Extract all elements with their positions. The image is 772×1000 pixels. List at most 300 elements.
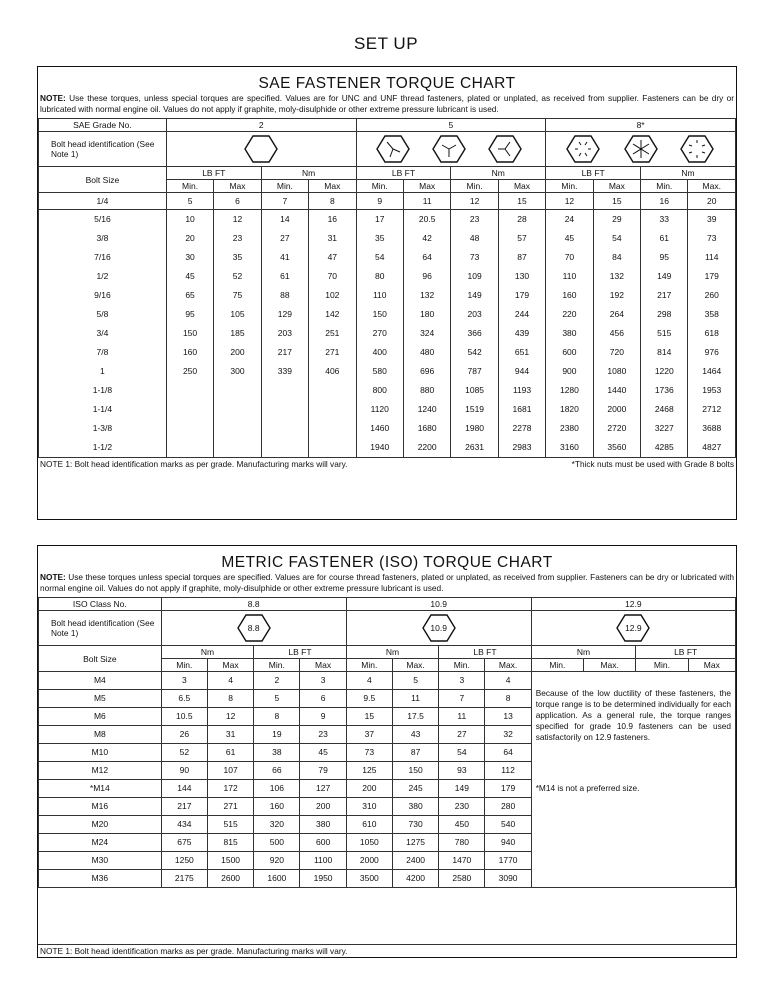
- torque-value-cell: 114: [688, 248, 736, 267]
- torque-value-cell: 16: [309, 210, 356, 230]
- torque-value-cell: 2278: [498, 419, 545, 438]
- bolt-size-cell: 5/16: [39, 210, 167, 230]
- torque-value-cell: 48: [451, 229, 498, 248]
- torque-value-cell: 70: [546, 248, 593, 267]
- torque-value-cell: 2631: [451, 438, 498, 457]
- torque-value-cell: 1240: [403, 400, 450, 419]
- torque-value-cell: 73: [346, 744, 392, 762]
- torque-value-cell: 730: [392, 816, 438, 834]
- torque-value-cell: 129: [261, 305, 308, 324]
- torque-value-cell: 2000: [346, 852, 392, 870]
- torque-value-cell: 1220: [641, 362, 688, 381]
- torque-value-cell: 95: [641, 248, 688, 267]
- bolt-size-cell: M10: [39, 744, 162, 762]
- torque-value-cell: 250: [166, 362, 213, 381]
- torque-value-cell: 1193: [498, 381, 545, 400]
- torque-value-cell: 54: [439, 744, 485, 762]
- sae-footnote-thick-nuts: *Thick nuts must be used with Grade 8 bolts: [571, 459, 734, 469]
- iso-88-nm: Nm: [161, 646, 254, 659]
- torque-value-cell: 11: [439, 708, 485, 726]
- torque-value-cell: 179: [485, 780, 531, 798]
- torque-value-cell: 87: [392, 744, 438, 762]
- torque-value-cell: 14: [261, 210, 308, 230]
- iso-109-lbft: LB FT: [439, 646, 532, 659]
- torque-value-cell: 944: [498, 362, 545, 381]
- torque-value-cell: 12: [207, 708, 253, 726]
- torque-value-cell: 8: [254, 708, 300, 726]
- iso-min: Min.: [161, 659, 207, 672]
- iso-bolt-size-label: Bolt Size: [39, 646, 162, 672]
- torque-value-cell: 20.5: [403, 210, 450, 230]
- torque-value-cell: 1050: [346, 834, 392, 852]
- torque-value-cell: 880: [403, 381, 450, 400]
- iso-class-12-9: 12.9: [531, 598, 735, 611]
- m14-note: *M14 is not a preferred size.: [535, 783, 640, 793]
- sae-max: Max.: [688, 180, 736, 193]
- torque-value-cell: 112: [485, 762, 531, 780]
- torque-value-cell: 150: [392, 762, 438, 780]
- sae-min: Min.: [356, 180, 403, 193]
- sae-footnotes: [38, 457, 736, 470]
- torque-value-cell: 320: [254, 816, 300, 834]
- torque-value-cell: 42: [403, 229, 450, 248]
- torque-value-cell: 179: [688, 267, 736, 286]
- iso-max: Max.: [392, 659, 438, 672]
- torque-value-cell: 217: [641, 286, 688, 305]
- torque-value-cell: 4: [485, 672, 531, 690]
- torque-value-cell: 8: [485, 690, 531, 708]
- torque-value-cell: [214, 400, 261, 419]
- torque-value-cell: 35: [214, 248, 261, 267]
- torque-value-cell: 7: [261, 193, 308, 210]
- sae-max: Max: [403, 180, 450, 193]
- iso-max: Max: [207, 659, 253, 672]
- torque-value-cell: 2200: [403, 438, 450, 457]
- torque-value-cell: [214, 419, 261, 438]
- torque-value-cell: 30: [166, 248, 213, 267]
- sae-header-table: [38, 118, 736, 193]
- torque-value-cell: 4: [346, 672, 392, 690]
- iso-109-nm: Nm: [346, 646, 439, 659]
- torque-value-cell: 185: [214, 324, 261, 343]
- sae-grade-5: 5: [356, 119, 546, 132]
- iso-8-8-hex-icon: [161, 611, 346, 646]
- torque-value-cell: 540: [485, 816, 531, 834]
- iso-12-9-side-note: [531, 672, 735, 888]
- bolt-size-cell: 3/4: [39, 324, 167, 343]
- sae-min: Min.: [546, 180, 593, 193]
- iso-12-9-hex-label: 12.9: [625, 623, 642, 633]
- torque-value-cell: 43: [392, 726, 438, 744]
- torque-value-cell: 13: [485, 708, 531, 726]
- iso-8-8-hex-label: 8.8: [247, 623, 260, 633]
- torque-value-cell: 3560: [593, 438, 640, 457]
- iso-class-10-9: 10.9: [346, 598, 531, 611]
- iso-torque-chart: [37, 545, 737, 958]
- table-row: [39, 286, 736, 305]
- torque-value-cell: 1519: [451, 400, 498, 419]
- torque-value-cell: [261, 400, 308, 419]
- torque-value-cell: 1464: [688, 362, 736, 381]
- torque-value-cell: 24: [546, 210, 593, 230]
- torque-value-cell: 52: [214, 267, 261, 286]
- torque-value-cell: 11: [392, 690, 438, 708]
- torque-value-cell: 920: [254, 852, 300, 870]
- torque-value-cell: 324: [403, 324, 450, 343]
- sae-bolt-size-label: Bolt Size: [39, 167, 167, 193]
- torque-value-cell: 6.5: [161, 690, 207, 708]
- torque-value-cell: 88: [261, 286, 308, 305]
- iso-note: [38, 572, 736, 594]
- torque-value-cell: 107: [207, 762, 253, 780]
- page-title: SET UP: [353, 34, 419, 53]
- table-row: [39, 193, 736, 210]
- torque-value-cell: 298: [641, 305, 688, 324]
- torque-value-cell: [309, 381, 356, 400]
- bolt-size-cell: 1/2: [39, 267, 167, 286]
- torque-value-cell: 12: [451, 193, 498, 210]
- torque-value-cell: 300: [214, 362, 261, 381]
- torque-value-cell: 406: [309, 362, 356, 381]
- table-row: [39, 305, 736, 324]
- bolt-size-cell: 7/16: [39, 248, 167, 267]
- torque-value-cell: 142: [309, 305, 356, 324]
- torque-value-cell: 23: [300, 726, 346, 744]
- torque-value-cell: 203: [451, 305, 498, 324]
- torque-value-cell: 150: [356, 305, 403, 324]
- torque-value-cell: 1736: [641, 381, 688, 400]
- torque-value-cell: 1680: [403, 419, 450, 438]
- torque-value-cell: 7: [439, 690, 485, 708]
- sae-g2-nm: Nm: [261, 167, 356, 180]
- torque-value-cell: 480: [403, 343, 450, 362]
- torque-value-cell: 270: [356, 324, 403, 343]
- torque-value-cell: 271: [309, 343, 356, 362]
- iso-min: Min.: [531, 659, 583, 672]
- torque-value-cell: 12: [214, 210, 261, 230]
- torque-value-cell: 95: [166, 305, 213, 324]
- torque-value-cell: 31: [207, 726, 253, 744]
- table-row: [39, 362, 736, 381]
- sae-torque-chart: [37, 66, 737, 520]
- torque-value-cell: [261, 419, 308, 438]
- torque-value-cell: [261, 381, 308, 400]
- torque-value-cell: 144: [161, 780, 207, 798]
- sae-max: Max: [214, 180, 261, 193]
- sae-min: Min.: [451, 180, 498, 193]
- table-row: [39, 419, 736, 438]
- torque-value-cell: 160: [166, 343, 213, 362]
- torque-value-cell: 1470: [439, 852, 485, 870]
- iso-10-9-hex-label: 10.9: [430, 623, 447, 633]
- torque-value-cell: 130: [498, 267, 545, 286]
- torque-value-cell: 366: [451, 324, 498, 343]
- torque-value-cell: 380: [392, 798, 438, 816]
- torque-value-cell: 149: [451, 286, 498, 305]
- torque-value-cell: [214, 381, 261, 400]
- torque-value-cell: 515: [207, 816, 253, 834]
- torque-value-cell: 57: [498, 229, 545, 248]
- torque-value-cell: 600: [300, 834, 346, 852]
- torque-value-cell: 32: [485, 726, 531, 744]
- iso-bolt-head-label: Bolt head identification (See Note 1): [39, 611, 162, 646]
- torque-value-cell: 800: [356, 381, 403, 400]
- torque-value-cell: 264: [593, 305, 640, 324]
- torque-value-cell: 39: [688, 210, 736, 230]
- sae-min: Min.: [166, 180, 213, 193]
- torque-value-cell: 2: [254, 672, 300, 690]
- bolt-size-cell: M6: [39, 708, 162, 726]
- sae-g8-lbft: LB FT: [546, 167, 641, 180]
- sae-note-label: NOTE:: [40, 93, 66, 103]
- iso-10-9-hex-icon: [346, 611, 531, 646]
- sae-g8-nm: Nm: [641, 167, 736, 180]
- torque-value-cell: 90: [161, 762, 207, 780]
- bolt-size-cell: 3/8: [39, 229, 167, 248]
- torque-value-cell: 110: [356, 286, 403, 305]
- torque-value-cell: 10: [166, 210, 213, 230]
- torque-value-cell: 380: [546, 324, 593, 343]
- torque-value-cell: 84: [593, 248, 640, 267]
- torque-value-cell: [214, 438, 261, 457]
- bolt-size-cell: M4: [39, 672, 162, 690]
- table-row: [39, 324, 736, 343]
- torque-value-cell: 70: [309, 267, 356, 286]
- torque-value-cell: 280: [485, 798, 531, 816]
- torque-value-cell: 618: [688, 324, 736, 343]
- sae-min: Min.: [261, 180, 308, 193]
- torque-value-cell: 2380: [546, 419, 593, 438]
- torque-value-cell: 450: [439, 816, 485, 834]
- torque-value-cell: [261, 438, 308, 457]
- torque-value-cell: 65: [166, 286, 213, 305]
- iso-note-text: Use these torques unless special torques are specified. Values are for course thread fasteners, plated or unplated, as received from supplier. Fasteners can be dry or lubricated with normal engine oil. Values do not apply if graphite, moly-disulphide or other extreme pressure lubricant is used.: [40, 572, 734, 593]
- grade-8-hex-icons: [546, 132, 736, 167]
- torque-value-cell: 1770: [485, 852, 531, 870]
- torque-value-cell: 6: [300, 690, 346, 708]
- torque-value-cell: 102: [309, 286, 356, 305]
- torque-value-cell: 2000: [593, 400, 640, 419]
- torque-value-cell: 1275: [392, 834, 438, 852]
- torque-value-cell: 37: [346, 726, 392, 744]
- table-row: [39, 438, 736, 457]
- iso-class-8-8: 8.8: [161, 598, 346, 611]
- torque-value-cell: 203: [261, 324, 308, 343]
- torque-value-cell: 9: [356, 193, 403, 210]
- torque-value-cell: 172: [207, 780, 253, 798]
- torque-value-cell: 260: [688, 286, 736, 305]
- torque-value-cell: 380: [300, 816, 346, 834]
- iso-class-label: ISO Class No.: [39, 598, 162, 611]
- torque-value-cell: 109: [451, 267, 498, 286]
- torque-value-cell: 132: [593, 267, 640, 286]
- iso-min: Min.: [254, 659, 300, 672]
- sae-max: Max: [498, 180, 545, 193]
- torque-value-cell: 160: [254, 798, 300, 816]
- iso-max: Max.: [584, 659, 636, 672]
- torque-value-cell: 9.5: [346, 690, 392, 708]
- torque-value-cell: 217: [261, 343, 308, 362]
- torque-value-cell: [166, 419, 213, 438]
- torque-value-cell: 17.5: [392, 708, 438, 726]
- torque-value-cell: 4: [207, 672, 253, 690]
- torque-value-cell: 9: [300, 708, 346, 726]
- torque-value-cell: 23: [214, 229, 261, 248]
- torque-value-cell: 434: [161, 816, 207, 834]
- torque-value-cell: 5: [166, 193, 213, 210]
- table-row: [39, 672, 736, 690]
- torque-value-cell: 358: [688, 305, 736, 324]
- sae-note-text: Use these torques, unless special torques are specified. Values are for UNC and UNF thread fasteners, plated or unplated, as received from supplier. Fasteners can be dry or lubricated with normal engine oil. Values do not apply if graphite, moly-disulphide or other extreme pressure lubricant is used.: [40, 93, 734, 114]
- torque-value-cell: 52: [161, 744, 207, 762]
- torque-value-cell: 310: [346, 798, 392, 816]
- torque-value-cell: 61: [207, 744, 253, 762]
- sae-data-table: [38, 193, 736, 457]
- torque-value-cell: 2400: [392, 852, 438, 870]
- torque-value-cell: 45: [300, 744, 346, 762]
- iso-max: Max.: [485, 659, 531, 672]
- bolt-size-cell: 1-1/2: [39, 438, 167, 457]
- torque-value-cell: 3: [161, 672, 207, 690]
- iso-12-9-hex-icon: [531, 611, 735, 646]
- torque-value-cell: 2175: [161, 870, 207, 888]
- bolt-size-cell: M8: [39, 726, 162, 744]
- torque-value-cell: 515: [641, 324, 688, 343]
- torque-value-cell: 179: [498, 286, 545, 305]
- torque-value-cell: 54: [593, 229, 640, 248]
- bolt-size-cell: 1/4: [39, 193, 167, 210]
- sae-min: Min.: [641, 180, 688, 193]
- torque-value-cell: 16: [641, 193, 688, 210]
- torque-value-cell: 200: [300, 798, 346, 816]
- bolt-size-cell: M30: [39, 852, 162, 870]
- torque-value-cell: 2712: [688, 400, 736, 419]
- torque-value-cell: 6: [214, 193, 261, 210]
- torque-value-cell: 8: [207, 690, 253, 708]
- table-row: [39, 343, 736, 362]
- bolt-size-cell: 1-3/8: [39, 419, 167, 438]
- torque-value-cell: 93: [439, 762, 485, 780]
- torque-value-cell: 64: [485, 744, 531, 762]
- torque-value-cell: 1980: [451, 419, 498, 438]
- iso-max: Max: [300, 659, 346, 672]
- torque-value-cell: 1820: [546, 400, 593, 419]
- torque-value-cell: 54: [356, 248, 403, 267]
- torque-value-cell: 12: [546, 193, 593, 210]
- torque-value-cell: 651: [498, 343, 545, 362]
- torque-value-cell: 1940: [356, 438, 403, 457]
- torque-value-cell: 200: [214, 343, 261, 362]
- torque-value-cell: 600: [546, 343, 593, 362]
- torque-value-cell: 500: [254, 834, 300, 852]
- sae-g5-nm: Nm: [451, 167, 546, 180]
- table-row: [39, 248, 736, 267]
- torque-value-cell: 192: [593, 286, 640, 305]
- iso-88-lbft: LB FT: [254, 646, 347, 659]
- bolt-size-cell: M20: [39, 816, 162, 834]
- torque-value-cell: 200: [346, 780, 392, 798]
- torque-value-cell: 3227: [641, 419, 688, 438]
- torque-value-cell: 110: [546, 267, 593, 286]
- torque-value-cell: 10.5: [161, 708, 207, 726]
- torque-value-cell: 4285: [641, 438, 688, 457]
- torque-value-cell: [309, 400, 356, 419]
- bolt-size-cell: 9/16: [39, 286, 167, 305]
- torque-value-cell: 3160: [546, 438, 593, 457]
- table-row: [39, 210, 736, 230]
- iso-129-lbft: LB FT: [636, 646, 736, 659]
- bolt-size-cell: M12: [39, 762, 162, 780]
- torque-value-cell: 80: [356, 267, 403, 286]
- torque-value-cell: 1500: [207, 852, 253, 870]
- torque-value-cell: 96: [403, 267, 450, 286]
- sae-chart-title: SAE FASTENER TORQUE CHART: [258, 75, 516, 92]
- torque-value-cell: 61: [641, 229, 688, 248]
- table-row: [39, 381, 736, 400]
- torque-value-cell: 814: [641, 343, 688, 362]
- torque-value-cell: 1085: [451, 381, 498, 400]
- torque-value-cell: 20: [166, 229, 213, 248]
- iso-footnotes: [38, 944, 736, 957]
- torque-value-cell: 244: [498, 305, 545, 324]
- bolt-size-cell: M5: [39, 690, 162, 708]
- torque-value-cell: 47: [309, 248, 356, 267]
- iso-129-nm: Nm: [531, 646, 636, 659]
- torque-value-cell: 160: [546, 286, 593, 305]
- torque-value-cell: 439: [498, 324, 545, 343]
- torque-value-cell: [309, 419, 356, 438]
- torque-value-cell: 127: [300, 780, 346, 798]
- torque-value-cell: 125: [346, 762, 392, 780]
- torque-value-cell: 1440: [593, 381, 640, 400]
- bolt-size-cell: M24: [39, 834, 162, 852]
- sae-max: Max: [593, 180, 640, 193]
- bolt-size-cell: 7/8: [39, 343, 167, 362]
- torque-value-cell: 8: [309, 193, 356, 210]
- torque-value-cell: 66: [254, 762, 300, 780]
- torque-value-cell: 542: [451, 343, 498, 362]
- torque-value-cell: 2600: [207, 870, 253, 888]
- torque-value-cell: 150: [166, 324, 213, 343]
- torque-value-cell: 1280: [546, 381, 593, 400]
- sae-grade-2: 2: [166, 119, 356, 132]
- torque-value-cell: 73: [451, 248, 498, 267]
- torque-value-cell: 38: [254, 744, 300, 762]
- torque-value-cell: 271: [207, 798, 253, 816]
- torque-value-cell: 45: [166, 267, 213, 286]
- sae-grade-label: SAE Grade No.: [39, 119, 167, 132]
- table-row: [39, 400, 736, 419]
- torque-value-cell: 2468: [641, 400, 688, 419]
- torque-value-cell: 17: [356, 210, 403, 230]
- torque-value-cell: 79: [300, 762, 346, 780]
- torque-value-cell: 3: [300, 672, 346, 690]
- torque-value-cell: 5: [254, 690, 300, 708]
- torque-value-cell: 580: [356, 362, 403, 381]
- iso-min: Min.: [636, 659, 688, 672]
- sae-g2-lbft: LB FT: [166, 167, 261, 180]
- torque-value-cell: 3090: [485, 870, 531, 888]
- torque-value-cell: 787: [451, 362, 498, 381]
- torque-value-cell: 132: [403, 286, 450, 305]
- torque-value-cell: [166, 400, 213, 419]
- torque-value-cell: 245: [392, 780, 438, 798]
- torque-value-cell: 815: [207, 834, 253, 852]
- torque-value-cell: 3688: [688, 419, 736, 438]
- torque-value-cell: [309, 438, 356, 457]
- torque-value-cell: 41: [261, 248, 308, 267]
- torque-value-cell: 35: [356, 229, 403, 248]
